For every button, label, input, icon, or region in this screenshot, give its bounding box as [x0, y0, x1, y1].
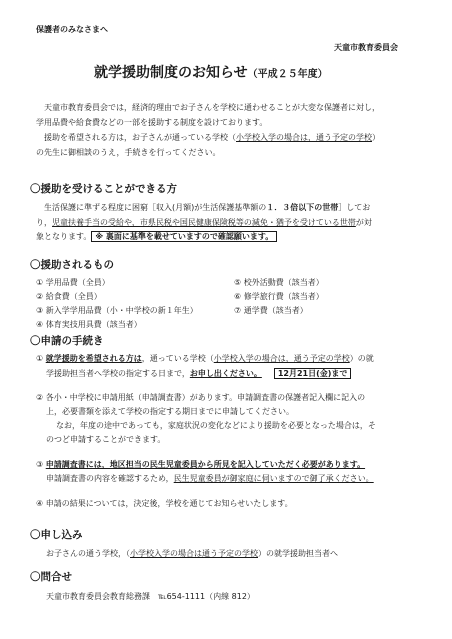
page-title	[94, 64, 328, 84]
support-item: ⑥ 修学旅行費（該当者）	[234, 292, 324, 301]
procedure-2-line-2: 上，必要書類を添えて学校の指定する期日までに申請してください。	[46, 407, 294, 416]
application-line: お子さんの通う学校，（小学校入学の場合は通う予定の学校）の就学援助担当者へ	[46, 549, 338, 558]
support-item: ⑦ 通学費（該当者）	[234, 306, 308, 315]
section-application-heading: 〇申し込み	[30, 529, 83, 541]
eligibility-line-3: 象となります。 ※ 裏面に基準を載せていますので確認願います。	[36, 231, 277, 243]
support-item: ④ 体育実技用具費（該当者）	[36, 320, 142, 329]
procedure-3-line-2: 申請調査書の内容を確認するため，民生児童委員が御家庭に伺いますので御了承ください。	[46, 474, 374, 483]
request-note: お申し出ください。	[189, 369, 262, 378]
eligibility-line-1: 生活保護に準ずる程度に困窮［収入(月額)が生活保護基準額の１．３倍以下の世帯］してお	[44, 203, 371, 212]
visit-note: 民生児童委員が御家庭に伺いますので御了承ください。	[173, 474, 374, 483]
section-support-heading: 〇援助されるもの	[30, 259, 114, 271]
section-procedure-heading: 〇申請の手続き	[30, 335, 104, 347]
support-item: ② 給食費（全員）	[36, 292, 102, 301]
support-item: ⑤ 校外活動費（該当者）	[234, 278, 324, 287]
procedure-2-line-3: なお，年度の途中であっても，家庭状況の変化などにより援助を必要となった場合は，そ	[56, 421, 376, 430]
school-note: 小学校入学の場合は，通う予定の学校	[236, 133, 372, 142]
eligibility-line-2: り，児童扶養手当の受給や，市県民税や国民健康保険税等の減免・猶予を受けている世帯が対	[36, 218, 372, 227]
title-sub: （平成２５年度）	[247, 69, 328, 80]
school-note: 小学校入学の場合は通う予定の学校	[130, 549, 258, 558]
intro-line-4: の先生に御相談のうえ，手続きを行ってください。	[36, 148, 221, 157]
issuer: 天童市教育委員会	[334, 43, 398, 52]
procedure-2-line-1: ② 各小・中学校に申請用紙（申請調査書）があります。申請調査書の保護者記入欄に記入の	[36, 393, 366, 402]
section-eligibility-heading: 〇援助を受けることができる方	[30, 183, 177, 195]
greeting: 保護者のみなさまへ	[36, 25, 108, 34]
income-criterion: １．３倍以下の世帯	[266, 203, 339, 212]
procedure-4-line-1: ④ 申請の結果については，決定後，学校を通じてお知らせいたします。	[36, 499, 293, 508]
procedure-1-line-2: 学援助担当者へ学校の指定する日まで，お申し出ください。 12月21日(金)まで	[46, 368, 351, 380]
contact-line: 天童市教育委員会教育総務課 ℡654-1111（内線 812）	[46, 592, 255, 601]
procedure-3-line-1: ③ 申請調査書には，地区担当の民生児童委員から所見を記入していただく必要があります。	[36, 460, 366, 469]
title-main: 就学援助制度のお知らせ	[94, 65, 248, 81]
section-contact-heading: 〇問合せ	[30, 571, 72, 583]
applicant-note: 就学援助を希望される方は	[45, 354, 142, 363]
eligibility-underlined: 児童扶養手当の受給や，市県民税や国民健康保険税等の減免・猶予を受けている世帯	[52, 218, 356, 227]
intro-line-3: 援助を希望される方は，お子さんが通っている学校（小学校入学の場合は，通う予定の学校）	[44, 133, 380, 142]
procedure-1-line-1: ① 就学援助を希望される方は，通っている学校（小学校入学の場合は，通う予定の学校）の就	[36, 354, 374, 363]
school-note: 小学校入学の場合は，通う予定の学校	[213, 354, 350, 363]
reverse-side-note: ※ 裏面に基準を載せていますので確認願います。	[91, 231, 277, 242]
deadline-badge: 12月21日(金)まで	[274, 368, 352, 379]
support-item: ③ 新入学学用品費（小・中学校の新１年生）	[36, 306, 198, 315]
support-item: ① 学用品費（全員）	[36, 278, 110, 287]
intro-line-2: 学用品費や給食費などの一部を援助する制度を設けております。	[36, 118, 268, 127]
commissioner-note: 申請調査書には，地区担当の民生児童委員から所見を記入していただく必要があります。	[45, 460, 366, 469]
procedure-2-line-4: のつど申請することができます。	[46, 435, 166, 444]
intro-line-1: 天童市教育委員会では，経済的理由でお子さんを学校に通わせることが大変な保護者に対し，	[44, 103, 380, 112]
